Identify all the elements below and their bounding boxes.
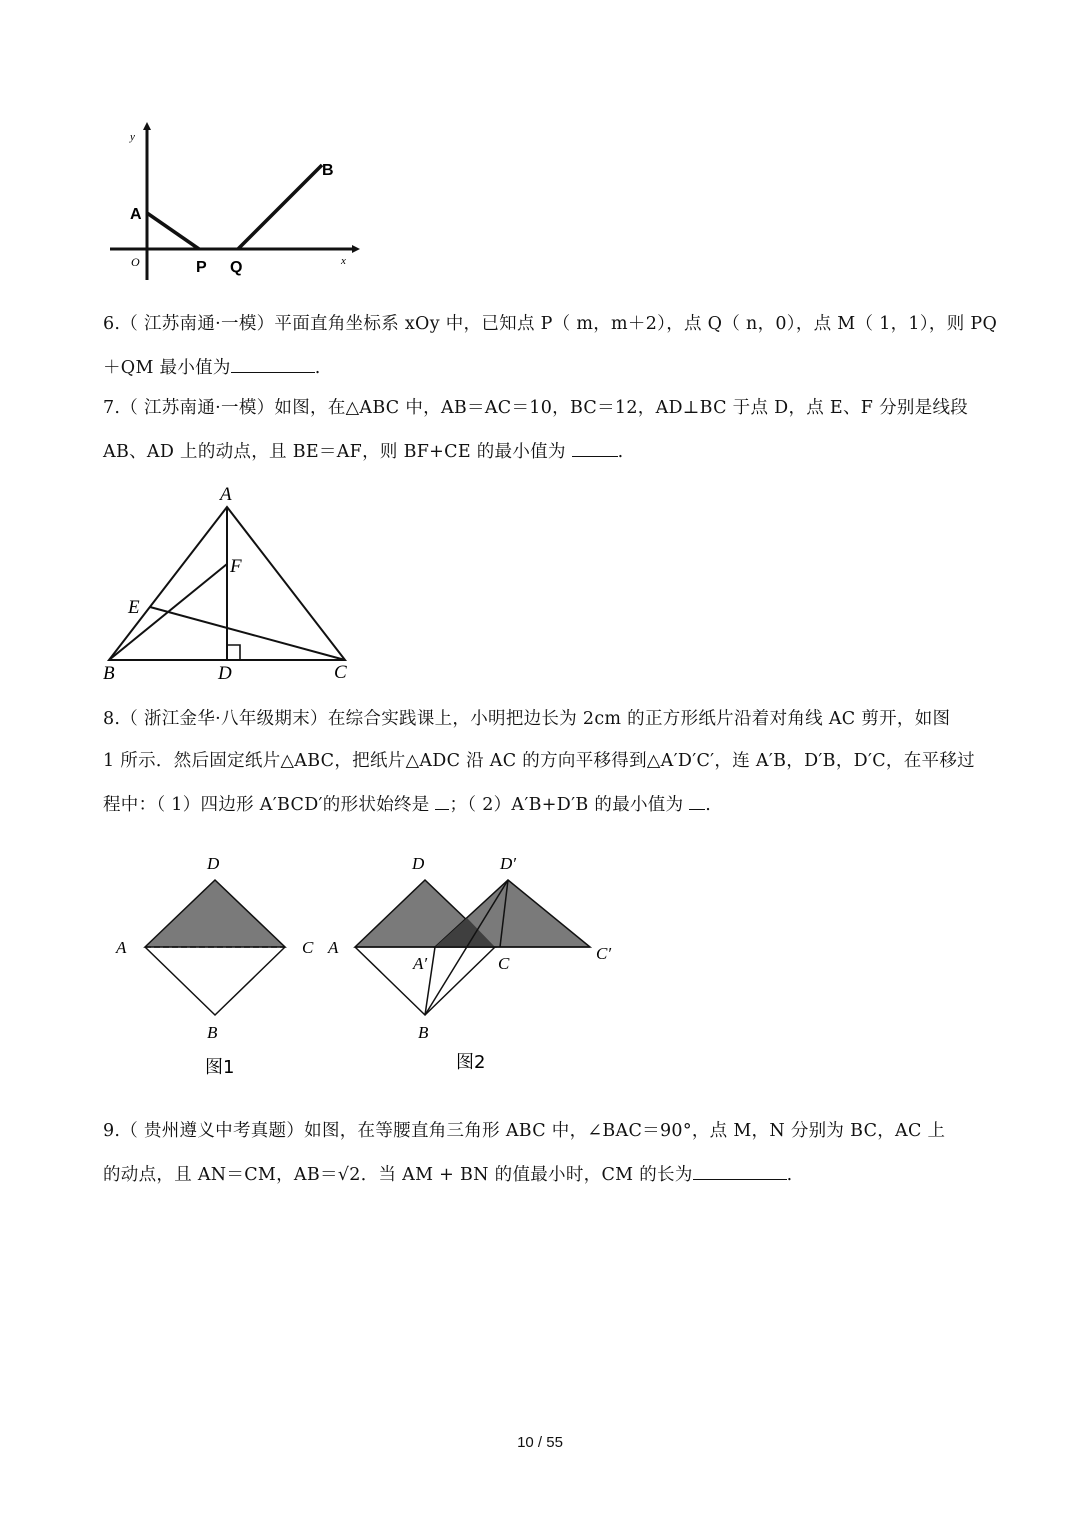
fig2-B-label: B <box>418 1023 429 1042</box>
q7-tail: . <box>617 442 624 462</box>
fig2-D2-label: D′ <box>500 854 516 873</box>
q6-answer-blank[interactable] <box>231 354 315 373</box>
segment-AP <box>147 213 199 249</box>
q8-tail: . <box>705 795 712 815</box>
q7-answer-blank[interactable] <box>572 438 618 457</box>
q7-line-1: 7.（ 江苏南通·一模）如图，在△ABC 中，AB＝AC＝10，BC＝12，AD⊥BC 于点 D，点 E、F 分别是线段 <box>103 398 969 418</box>
figure-triangle-abc <box>95 480 365 685</box>
right-angle-mark <box>227 645 240 660</box>
x-axis-label: x <box>341 255 346 267</box>
q6-line-2 <box>103 354 321 380</box>
point-A-label: A <box>130 206 142 223</box>
fig2-A2-label: A′ <box>413 954 428 973</box>
fig1-A-label: A <box>116 938 127 957</box>
fig1-D-label: D <box>207 854 220 873</box>
q8-line-3a: 程中：（ 1）四边形 A′BCD′的形状始终是 <box>103 795 430 815</box>
origin-label: O <box>131 255 140 269</box>
q8-answer-blank-1[interactable] <box>435 791 449 810</box>
q8-line-3b: ；（ 2）A′B+D′B 的最小值为 <box>449 795 684 815</box>
fig1-caption: 图1 <box>205 1057 235 1078</box>
fig2-caption: 图2 <box>456 1052 486 1073</box>
y-axis-label: y <box>130 131 135 143</box>
q8-line-1: 8.（ 浙江金华·八年级期末）在综合实践课上，小明把边长为 2cm 的正方形纸片沿着对角线 AC 剪开，如图 <box>103 709 951 729</box>
point-D-label: D <box>218 663 232 684</box>
q6-line-2-text: ＋QM 最小值为 <box>103 358 231 378</box>
point-Q-label: Q <box>230 259 243 276</box>
fig1-C-label: C <box>302 938 314 957</box>
fig2-C-label: C <box>498 954 510 973</box>
figure-coordinate-plane <box>100 118 370 288</box>
segment-CE <box>150 607 345 660</box>
fig2-D-label: D <box>412 854 425 873</box>
q9-tail: . <box>786 1165 793 1185</box>
vertex-A-label: A <box>220 484 232 505</box>
point-E-label: E <box>128 597 140 618</box>
figure-squares-translation <box>100 845 640 1085</box>
point-B-label: B <box>322 162 334 179</box>
q6-tail: . <box>314 358 321 378</box>
fig1-B-label: B <box>207 1023 218 1042</box>
q8-line-3 <box>103 791 711 817</box>
q6-line-1: 6.（ 江苏南通·一模）平面直角坐标系 xOy 中，已知点 P（ m，m＋2），点 Q（ n，0），点 M（ 1，1），则 PQ <box>103 314 998 334</box>
q9-line-2 <box>103 1161 793 1187</box>
segment-QB <box>238 165 322 249</box>
point-F-label: F <box>230 556 242 577</box>
q7-line-2 <box>103 438 624 464</box>
x-axis-arrow <box>352 245 360 253</box>
q8-line-2: 1 所示．然后固定纸片△ABC，把纸片△ADC 沿 AC 的方向平移得到△A′D′C′，连 A′B，D′B，D′C，在平移过 <box>103 751 975 771</box>
q8-answer-blank-2[interactable] <box>689 791 705 810</box>
fig2-A-label: A <box>328 938 339 957</box>
fig2-C2-label: C′ <box>596 944 612 963</box>
vertex-C-label: C <box>334 662 347 683</box>
vertex-B-label: B <box>103 663 115 684</box>
q9-line-1: 9.（ 贵州遵义中考真题）如图，在等腰直角三角形 ABC 中，∠BAC＝90°，点 M，N 分别为 BC，AC 上 <box>103 1121 946 1141</box>
fig1-triangle-ABC <box>145 947 285 1015</box>
q9-line-2-text: 的动点，且 AN＝CM，AB＝√2．当 AM + BN 的值最小时，CM 的长为 <box>103 1165 693 1185</box>
q7-line-2-text: AB、AD 上的动点，且 BE＝AF，则 BF+CE 的最小值为 <box>103 442 566 462</box>
q9-answer-blank[interactable] <box>693 1161 787 1180</box>
page-number: 10 / 55 <box>517 1434 563 1451</box>
y-axis-arrow <box>143 122 151 130</box>
point-P-label: P <box>196 259 207 276</box>
fig1-triangle-ADC-shaded <box>145 880 285 947</box>
